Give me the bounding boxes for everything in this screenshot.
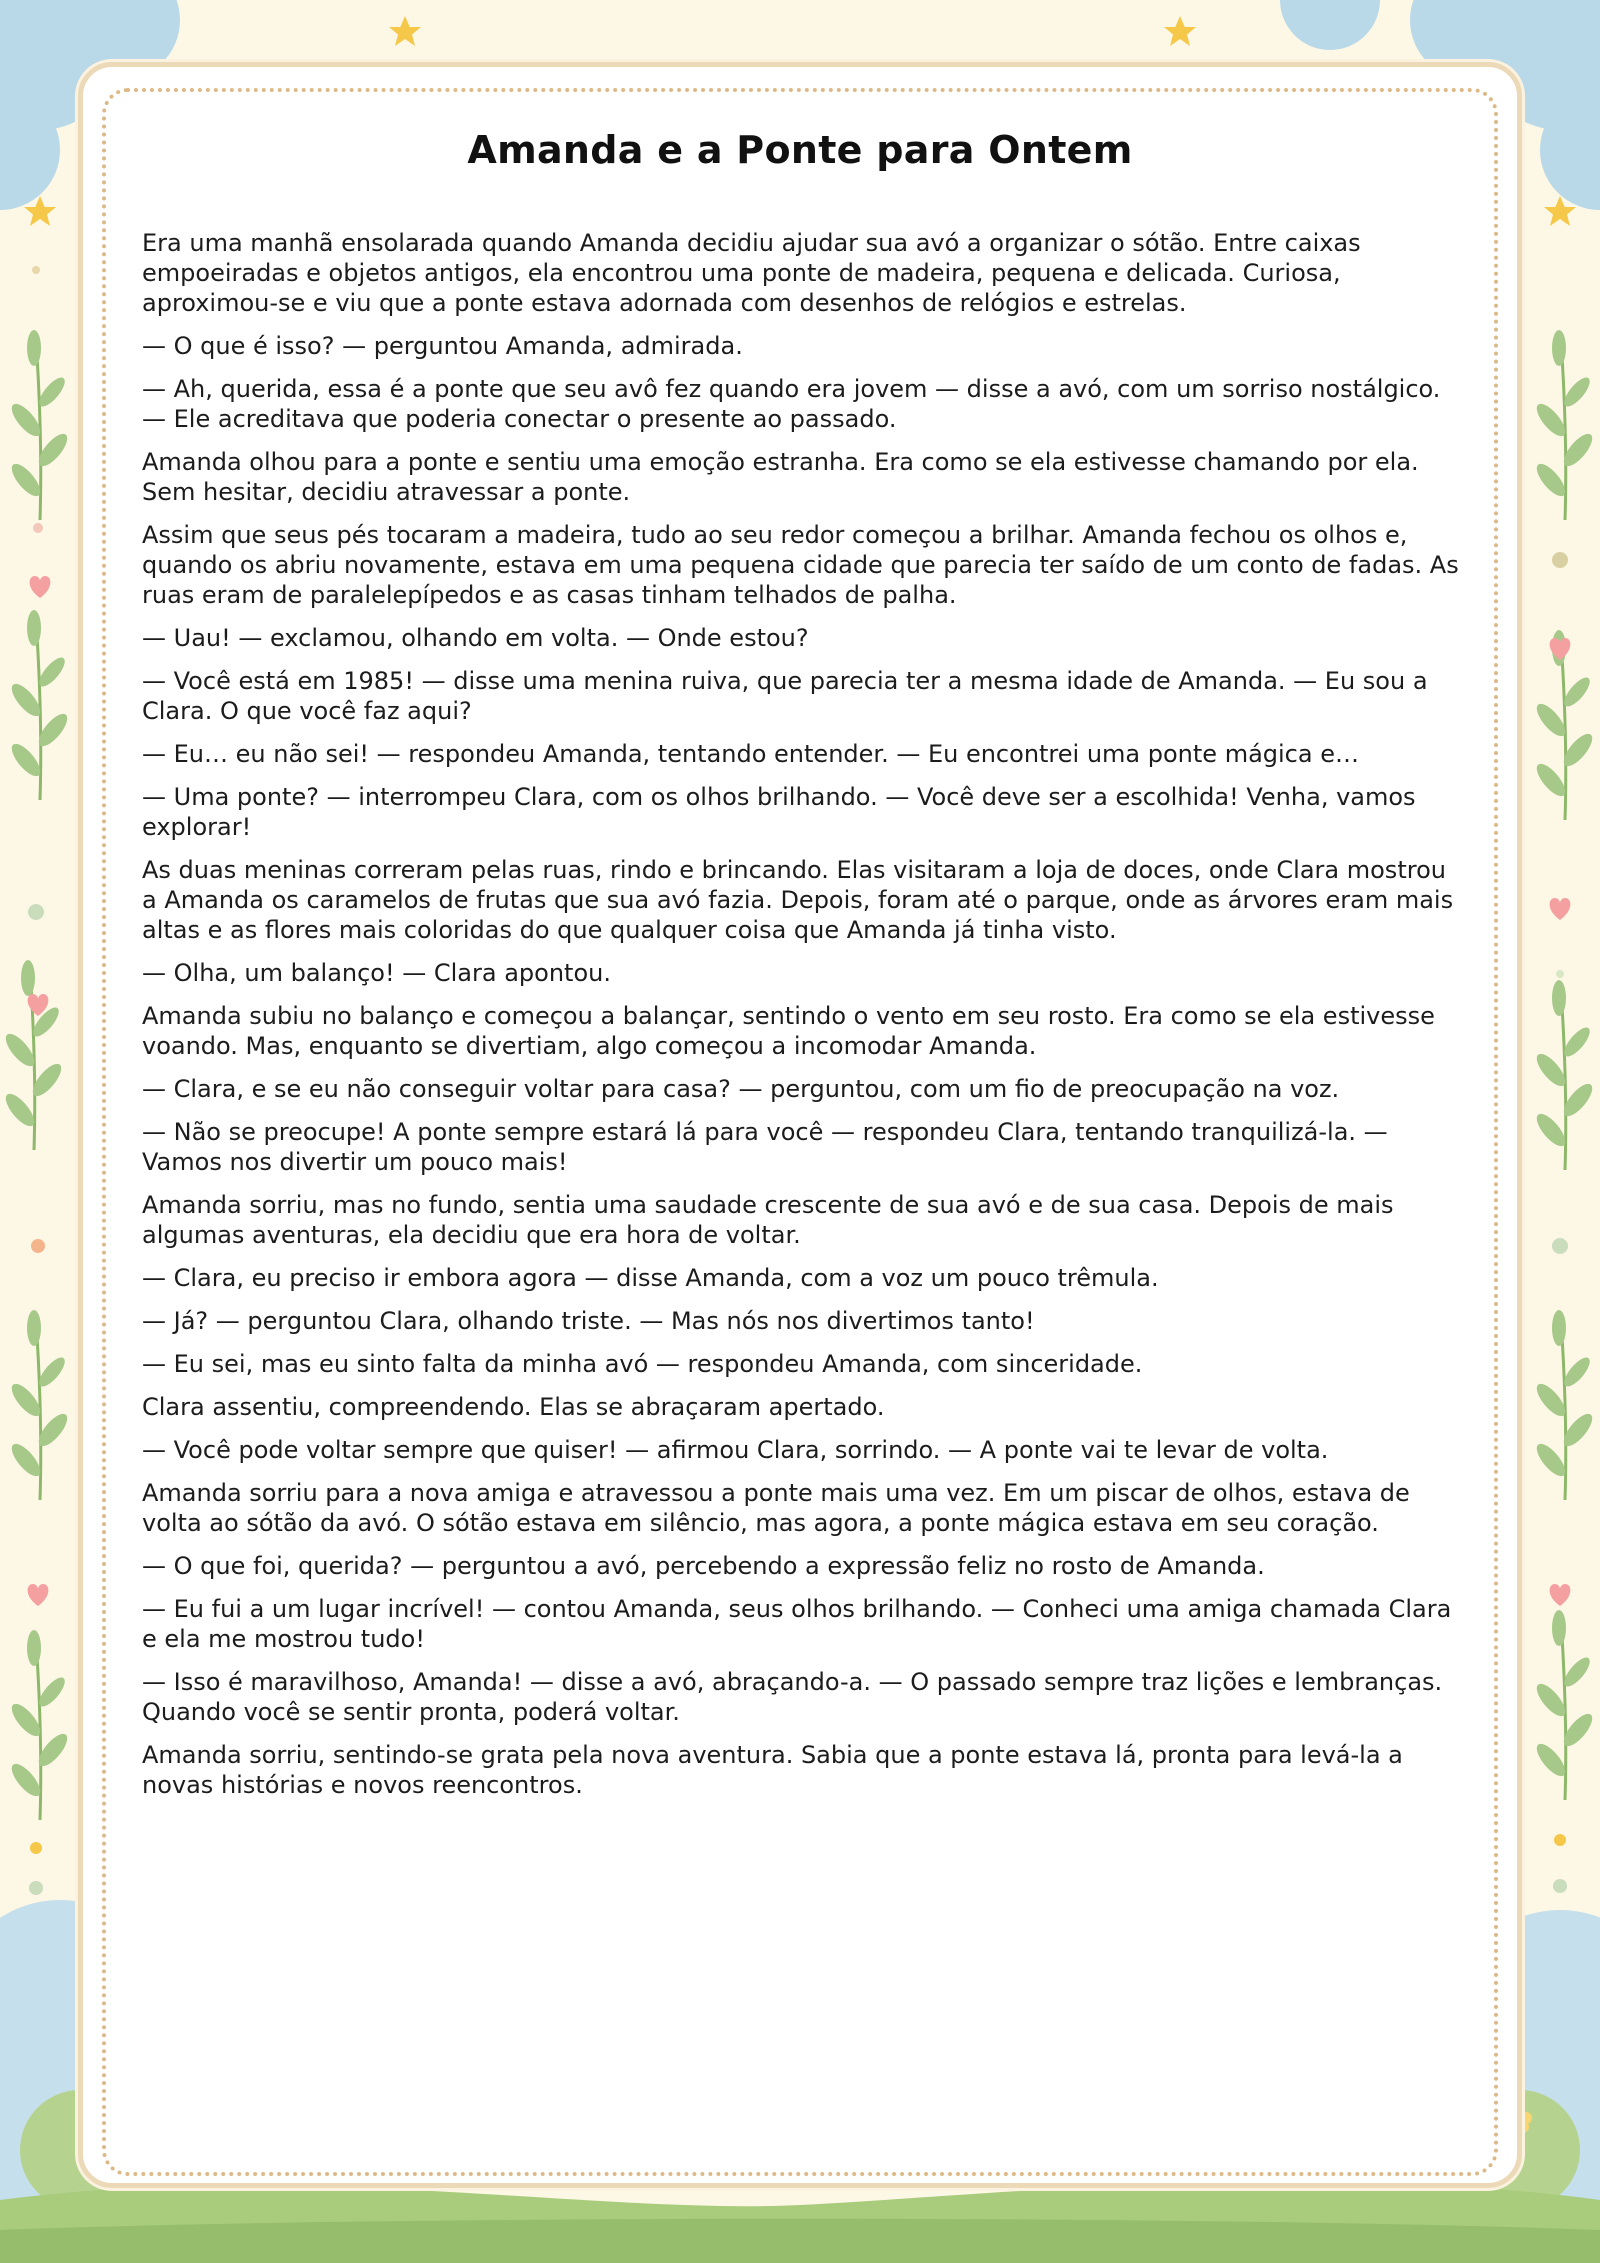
heart-icon: [28, 994, 49, 1016]
story-paragraph: — Já? — perguntou Clara, olhando triste. — Mas nós nos divertimos tanto!: [142, 1307, 1035, 1335]
story-paragraph: — Ah, querida, essa é a ponte que seu avô fez quando era jovem — disse a avó, com um sorriso nostálgico. — Ele acreditava que poderia conectar o presente ao passado.: [142, 375, 1441, 433]
story-paragraph: — Você pode voltar sempre que quiser! — afirmou Clara, sorrindo. — A ponte vai te levar de volta.: [142, 1436, 1329, 1464]
story-paragraph: Clara assentiu, compreendendo. Elas se abraçaram apertado.: [142, 1393, 885, 1421]
story-paragraph: Amanda sorriu para a nova amiga e atravessou a ponte mais uma vez. Em um piscar de olhos, estava de volta ao sótão da avó. O sótão estava em silêncio, mas agora, a ponte mágica estava em seu coração.: [142, 1479, 1410, 1537]
story-paragraph: Amanda sorriu, mas no fundo, sentia uma saudade crescente de sua avó e de sua casa. Depois de mais algumas aventuras, ela decidiu que era hora de voltar.: [142, 1191, 1394, 1249]
heart-icon: [1550, 898, 1571, 920]
story-paragraph: As duas meninas correram pelas ruas, rindo e brincando. Elas visitaram a loja de doces, onde Clara mostrou a Amanda os caramelos de frutas que sua avó fazia. Depois, foram até o parque, onde as árvores eram mais altas e as flores mais coloridas do que qualquer coisa que Amanda já tinha visto.: [142, 856, 1454, 944]
leaf-sprig-icon: [7, 1630, 72, 1820]
story-title: Amanda e a Ponte para Ontem: [467, 128, 1133, 172]
leaf-sprig-icon: [1532, 980, 1597, 1170]
leaf-sprig-icon: [1532, 1310, 1597, 1500]
story-paragraph: — Eu fui a um lugar incrível! — contou Amanda, seus olhos brilhando. — Conheci uma amiga chamada Clara e ela me mostrou tudo!: [142, 1595, 1452, 1653]
leaf-sprig-icon: [1, 960, 66, 1150]
story-paragraph: — Isso é maravilhoso, Amanda! — disse a avó, abraçando-a. — O passado sempre traz lições e lembranças. Quando você se sentir pronta, poderá voltar.: [142, 1668, 1443, 1726]
story-paragraph: Era uma manhã ensolarada quando Amanda decidiu ajudar sua avó a organizar o sótão. Entre caixas empoeiradas e objetos antigos, ela encontrou uma ponte de madeira, pequena e delicada. Curiosa, aproximou-se e viu que a ponte estava adornada com desenhos de relógios e estrelas.: [142, 229, 1361, 317]
story-paragraph: Amanda olhou para a ponte e sentiu uma emoção estranha. Era como se ela estivesse chamando por ela. Sem hesitar, decidiu atravessar a ponte.: [142, 448, 1419, 506]
story-paragraph: — Uau! — exclamou, olhando em volta. — Onde estou?: [142, 624, 809, 652]
heart-icon: [30, 576, 51, 598]
story-paragraph: Amanda sorriu, sentindo-se grata pela nova aventura. Sabia que a ponte estava lá, pronta para levá-la a novas histórias e novos reencontros.: [142, 1741, 1403, 1799]
story-paragraph: — Não se preocupe! A ponte sempre estará lá para você — respondeu Clara, tentando tranquilizá-la. — Vamos nos divertir um pouco mais!: [142, 1118, 1388, 1176]
story-paragraph: Amanda subiu no balanço e começou a balançar, sentindo o vento em seu rosto. Era como se ela estivesse voando. Mas, enquanto se divertiam, algo começou a incomodar Amanda.: [142, 1002, 1435, 1060]
heart-icon: [1550, 1584, 1571, 1606]
story-paragraph: Assim que seus pés tocaram a madeira, tudo ao seu redor começou a brilhar. Amanda fechou os olhos e, quando os abriu novamente, estava em uma pequena cidade que parecia ter saído de um conto de fadas. As ruas eram de paralelepípedos e as casas tinham telhados de palha.: [142, 521, 1459, 609]
story-paragraph: — Olha, um balanço! — Clara apontou.: [142, 959, 611, 987]
story-body: [142, 228, 1460, 1813]
heart-icon: [28, 1584, 49, 1606]
leaf-sprig-icon: [7, 610, 72, 800]
story-paragraph: — O que foi, querida? — perguntou a avó, percebendo a expressão feliz no rosto de Amanda.: [142, 1552, 1265, 1580]
star-icon: [389, 16, 421, 46]
story-paragraph: — Clara, eu preciso ir embora agora — disse Amanda, com a voz um pouco trêmula.: [142, 1264, 1159, 1292]
leaf-sprig-icon: [7, 330, 72, 520]
story-paragraph: — Uma ponte? — interrompeu Clara, com os olhos brilhando. — Você deve ser a escolhida! Venha, vamos explorar!: [142, 783, 1416, 841]
story-paragraph: — Eu sei, mas eu sinto falta da minha avó — respondeu Amanda, com sinceridade.: [142, 1350, 1143, 1378]
story-paragraph: — O que é isso? — perguntou Amanda, admirada.: [142, 332, 743, 360]
leaf-sprig-icon: [1532, 1610, 1597, 1800]
story-paragraph: — Eu… eu não sei! — respondeu Amanda, tentando entender. — Eu encontrei uma ponte mágica e…: [142, 740, 1359, 768]
leaf-sprig-icon: [7, 1310, 72, 1500]
story-paragraph: — Clara, e se eu não conseguir voltar para casa? — perguntou, com um fio de preocupação na voz.: [142, 1075, 1340, 1103]
leaf-sprig-icon: [1532, 630, 1597, 820]
star-icon: [1164, 16, 1196, 46]
leaf-sprig-icon: [1532, 330, 1597, 520]
story-paragraph: — Você está em 1985! — disse uma menina ruiva, que parecia ter a mesma idade de Amanda. — Eu sou a Clara. O que você faz aqui?: [142, 667, 1428, 725]
